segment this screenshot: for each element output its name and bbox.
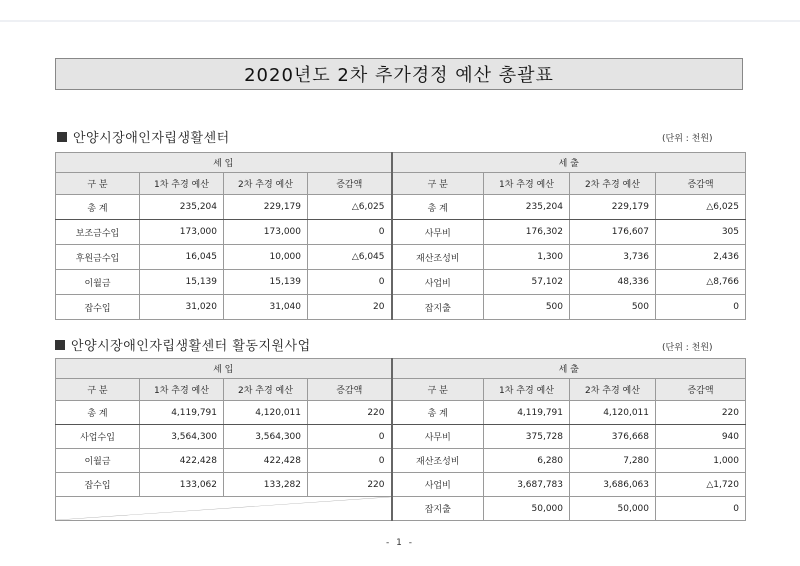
section2-income-cell: 422,428: [140, 449, 224, 473]
section2-expense-col-header: 증감액: [656, 379, 746, 401]
section1-income-cell: 235,204: [140, 195, 224, 220]
section1-income-cell: 0: [308, 270, 392, 295]
page-number: - 1 -: [386, 538, 414, 548]
section2-expense-cell: △1,720: [656, 473, 746, 497]
section2-income-header: 세 입: [56, 359, 392, 379]
section2-income-cell: 4,120,011: [224, 401, 308, 425]
section1-income-cell: 31,040: [224, 295, 308, 320]
document-title: [55, 58, 743, 90]
section1-unit: (단위 : 천원): [662, 134, 713, 144]
section1-expense-col-header: 증감액: [656, 173, 746, 195]
top-rule: [0, 20, 800, 22]
section1-income-cell: 16,045: [140, 245, 224, 270]
table-row: [56, 473, 746, 497]
table-row: [56, 449, 746, 473]
section2-expense-cell: 4,120,011: [570, 401, 656, 425]
section2-income-col-header: 구 분: [56, 379, 140, 401]
section1-income-cell: 이월금: [56, 270, 140, 295]
section1-expense-cell: 235,204: [484, 195, 570, 220]
section2-income-col-header: 1차 추경 예산: [140, 379, 224, 401]
section1-income-cell: 31,020: [140, 295, 224, 320]
section1-expense-cell: 500: [484, 295, 570, 320]
section1-column-header-row: [56, 173, 746, 195]
section1-income-cell: 10,000: [224, 245, 308, 270]
table-row: [56, 270, 746, 295]
table-row: [56, 295, 746, 320]
section2-income-cell: 총 계: [56, 401, 140, 425]
section1-income-cell: 0: [308, 220, 392, 245]
table-row: [56, 497, 746, 521]
section2-expense-cell: 50,000: [570, 497, 656, 521]
section2-income-cell: 0: [308, 449, 392, 473]
section1-expense-cell: 176,302: [484, 220, 570, 245]
section2-expense-col-header: 1차 추경 예산: [484, 379, 570, 401]
section2-income-cell: 4,119,791: [140, 401, 224, 425]
table-row: [56, 425, 746, 449]
section2-expense-cell: 940: [656, 425, 746, 449]
section2-expense-cell: 1,000: [656, 449, 746, 473]
section1-heading: [57, 127, 230, 146]
section1-expense-col-header: 구 분: [392, 173, 484, 195]
section1-income-cell: 173,000: [140, 220, 224, 245]
section1-income-col-header: 1차 추경 예산: [140, 173, 224, 195]
section1-income-cell: 잡수입: [56, 295, 140, 320]
section1-expense-cell: 3,736: [570, 245, 656, 270]
section1-income-cell: 후원금수입: [56, 245, 140, 270]
table-row: [56, 401, 746, 425]
section1-income-cell: 총 계: [56, 195, 140, 220]
section1-expense-cell: 48,336: [570, 270, 656, 295]
section2-budget-table: [55, 358, 746, 521]
section1-expense-header: 세 출: [392, 153, 746, 173]
section1-expense-cell: △8,766: [656, 270, 746, 295]
section2-income-cell: 133,282: [224, 473, 308, 497]
section1-expense-cell: 사무비: [392, 220, 484, 245]
section2-column-header-row: [56, 379, 746, 401]
section2-income-cell: 133,062: [140, 473, 224, 497]
section1-expense-cell: 57,102: [484, 270, 570, 295]
section1-heading-text: 안양시장애인자립생활센터: [73, 131, 230, 146]
section2-expense-cell: 375,728: [484, 425, 570, 449]
section1-income-cell: 20: [308, 295, 392, 320]
section2-expense-col-header: 2차 추경 예산: [570, 379, 656, 401]
section2-unit: (단위 : 천원): [662, 343, 713, 353]
section1-expense-cell: 500: [570, 295, 656, 320]
section1-expense-col-header: 1차 추경 예산: [484, 173, 570, 195]
section1-expense-cell: 305: [656, 220, 746, 245]
section2-income-cell: 220: [308, 401, 392, 425]
section1-income-cell: 229,179: [224, 195, 308, 220]
section2-expense-cell: 3,686,063: [570, 473, 656, 497]
section1-income-cell: △6,045: [308, 245, 392, 270]
section2-expense-cell: 재산조성비: [392, 449, 484, 473]
section2-expense-cell: 7,280: [570, 449, 656, 473]
table-row: [56, 245, 746, 270]
section2-expense-cell: 0: [656, 497, 746, 521]
section2-expense-cell: 사무비: [392, 425, 484, 449]
section1-income-col-header: 구 분: [56, 173, 140, 195]
section1-expense-cell: 2,436: [656, 245, 746, 270]
section2-expense-cell: 6,280: [484, 449, 570, 473]
document-title-text: 2020년도 2차 추가경정 예산 총괄표: [244, 65, 554, 86]
section1-expense-col-header: 2차 추경 예산: [570, 173, 656, 195]
section2-income-cell: 0: [308, 425, 392, 449]
section2-expense-cell: 사업비: [392, 473, 484, 497]
table-row: [56, 195, 746, 220]
section2-heading: [55, 335, 311, 354]
section2-income-cell: 422,428: [224, 449, 308, 473]
section1-expense-cell: 사업비: [392, 270, 484, 295]
section1-expense-cell: 0: [656, 295, 746, 320]
section2-income-cell: 220: [308, 473, 392, 497]
section2-expense-cell: 3,687,783: [484, 473, 570, 497]
section2-income-cell: 이월금: [56, 449, 140, 473]
section1-income-col-header: 2차 추경 예산: [224, 173, 308, 195]
section2-income-empty-cell: [56, 497, 392, 521]
square-bullet-icon: [57, 132, 67, 142]
section1-income-cell: 15,139: [224, 270, 308, 295]
section1-expense-cell: 잡지출: [392, 295, 484, 320]
section2-expense-cell: 220: [656, 401, 746, 425]
section2-income-cell: 사업수입: [56, 425, 140, 449]
section1-income-cell: 보조금수입: [56, 220, 140, 245]
section1-income-header: 세 입: [56, 153, 392, 173]
section1-budget-table: [55, 152, 746, 320]
table-row: [56, 220, 746, 245]
section2-income-cell: 3,564,300: [224, 425, 308, 449]
section1-expense-cell: 1,300: [484, 245, 570, 270]
section1-income-col-header: 증감액: [308, 173, 392, 195]
section2-expense-cell: 총 계: [392, 401, 484, 425]
section2-expense-header: 세 출: [392, 359, 746, 379]
section1-expense-cell: △6,025: [656, 195, 746, 220]
section2-heading-text: 안양시장애인자립생활센터 활동지원사업: [71, 339, 311, 354]
section2-income-cell: 잡수입: [56, 473, 140, 497]
section1-expense-cell: 229,179: [570, 195, 656, 220]
section2-income-cell: 3,564,300: [140, 425, 224, 449]
section2-expense-cell: 50,000: [484, 497, 570, 521]
section2-income-col-header: 증감액: [308, 379, 392, 401]
section1-income-cell: △6,025: [308, 195, 392, 220]
section1-income-cell: 15,139: [140, 270, 224, 295]
square-bullet-icon: [55, 340, 65, 350]
section1-expense-cell: 176,607: [570, 220, 656, 245]
section2-expense-cell: 376,668: [570, 425, 656, 449]
section2-expense-cell: 4,119,791: [484, 401, 570, 425]
section1-expense-cell: 재산조성비: [392, 245, 484, 270]
section2-expense-col-header: 구 분: [392, 379, 484, 401]
section2-expense-cell: 잡지출: [392, 497, 484, 521]
section2-income-col-header: 2차 추경 예산: [224, 379, 308, 401]
section1-income-cell: 173,000: [224, 220, 308, 245]
section1-expense-cell: 총 계: [392, 195, 484, 220]
